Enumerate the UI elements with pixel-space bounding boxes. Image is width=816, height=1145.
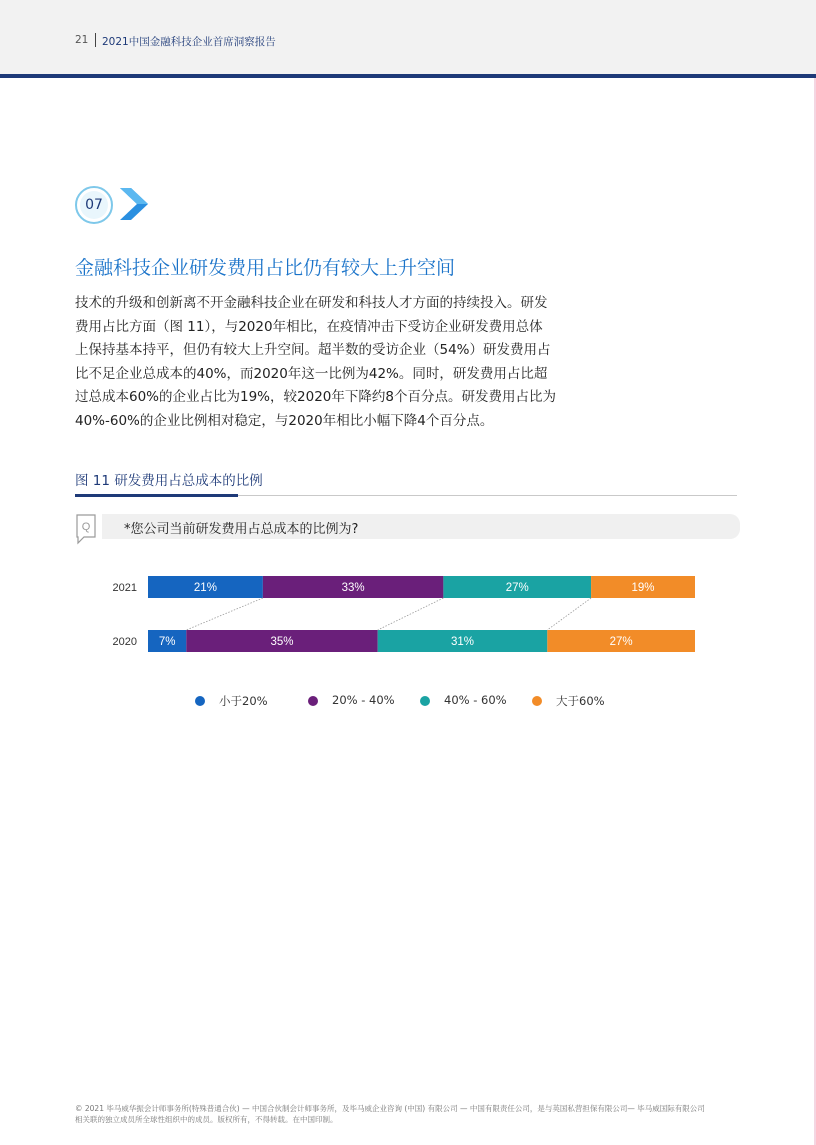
body-line: 上保持基本持平，但仍有较大上升空间。超半数的受访企业（54%）研发费用占	[75, 342, 551, 358]
legend-dot	[195, 696, 205, 706]
body-line: 技术的升级和创新离不开金融科技企业在研发和科技人才方面的持续投入。研发	[75, 295, 548, 311]
legend-dot	[308, 696, 318, 706]
section-number: 07	[80, 191, 108, 219]
header-rule	[0, 74, 816, 78]
question-icon	[74, 513, 98, 545]
data-label: 27%	[505, 582, 529, 594]
body-line: 费用占比方面（图 11），与2020年相比，在疫情冲击下受访企业研发费用总体	[75, 318, 543, 335]
page-number: 21	[75, 34, 89, 46]
category-label: 2021	[112, 582, 137, 594]
header-divider	[95, 33, 96, 47]
legend-dot	[532, 696, 542, 706]
page-header	[0, 0, 816, 76]
section-number-badge	[75, 186, 113, 224]
legend-dot	[420, 696, 430, 706]
section-title: 金融科技企业研发费用占比仍有较大上升空间	[75, 257, 456, 279]
footer-copyright	[75, 1103, 745, 1125]
chevron-right-icon	[118, 187, 150, 221]
data-label: 27%	[609, 636, 633, 648]
legend-label: 20% - 40%	[332, 693, 395, 707]
legend-label: 40% - 60%	[444, 693, 507, 707]
body-paragraph	[75, 292, 595, 433]
figure-title: 图 11 研发费用占总成本的比例	[75, 473, 263, 489]
data-label: 21%	[193, 582, 217, 594]
data-label: 7%	[158, 636, 176, 648]
category-label: 2020	[112, 636, 137, 648]
chart-legend	[195, 693, 655, 709]
footer-line: © 2021 毕马威华振会计师事务所(特殊普通合伙) — 中国合伙制会计师事务所，及毕马威企业咨询 (中国) 有限公司 — 中国有限责任公司，是与英国私营担保有限公司— 毕马威国际有限公司	[75, 1104, 705, 1113]
connector-line	[186, 598, 263, 630]
stacked-bar-chart	[0, 560, 816, 670]
body-line: 比不足企业总成本的40%，而2020年这一比例为42%。同时，研发费用占比超	[75, 365, 548, 382]
connector-line	[547, 598, 591, 630]
data-label: 35%	[270, 636, 294, 648]
body-line: 40%-60%的企业比例相对稳定，与2020年相比小幅下降4个百分点。	[75, 412, 494, 429]
data-label: 19%	[631, 582, 655, 594]
question-text: *您公司当前研发费用占总成本的比例为?	[124, 522, 359, 537]
body-line: 过总成本60%的企业占比为19%，较2020年下降约8个百分点。研发费用占比为	[75, 389, 556, 405]
report-title: 2021中国金融科技企业首席洞察报告	[102, 36, 276, 48]
figure-rule-accent	[75, 494, 238, 497]
data-label: 31%	[451, 636, 475, 648]
data-label: 33%	[341, 582, 365, 594]
connector-line	[378, 598, 444, 630]
legend-label: 大于60%	[556, 694, 605, 708]
question-icon-letter: Q	[81, 521, 91, 533]
legend-label: 小于20%	[219, 694, 268, 708]
question-box	[102, 514, 740, 539]
footer-line: 相关联的独立成员所全球性组织中的成员。版权所有，不得转载。在中国印制。	[75, 1115, 338, 1124]
